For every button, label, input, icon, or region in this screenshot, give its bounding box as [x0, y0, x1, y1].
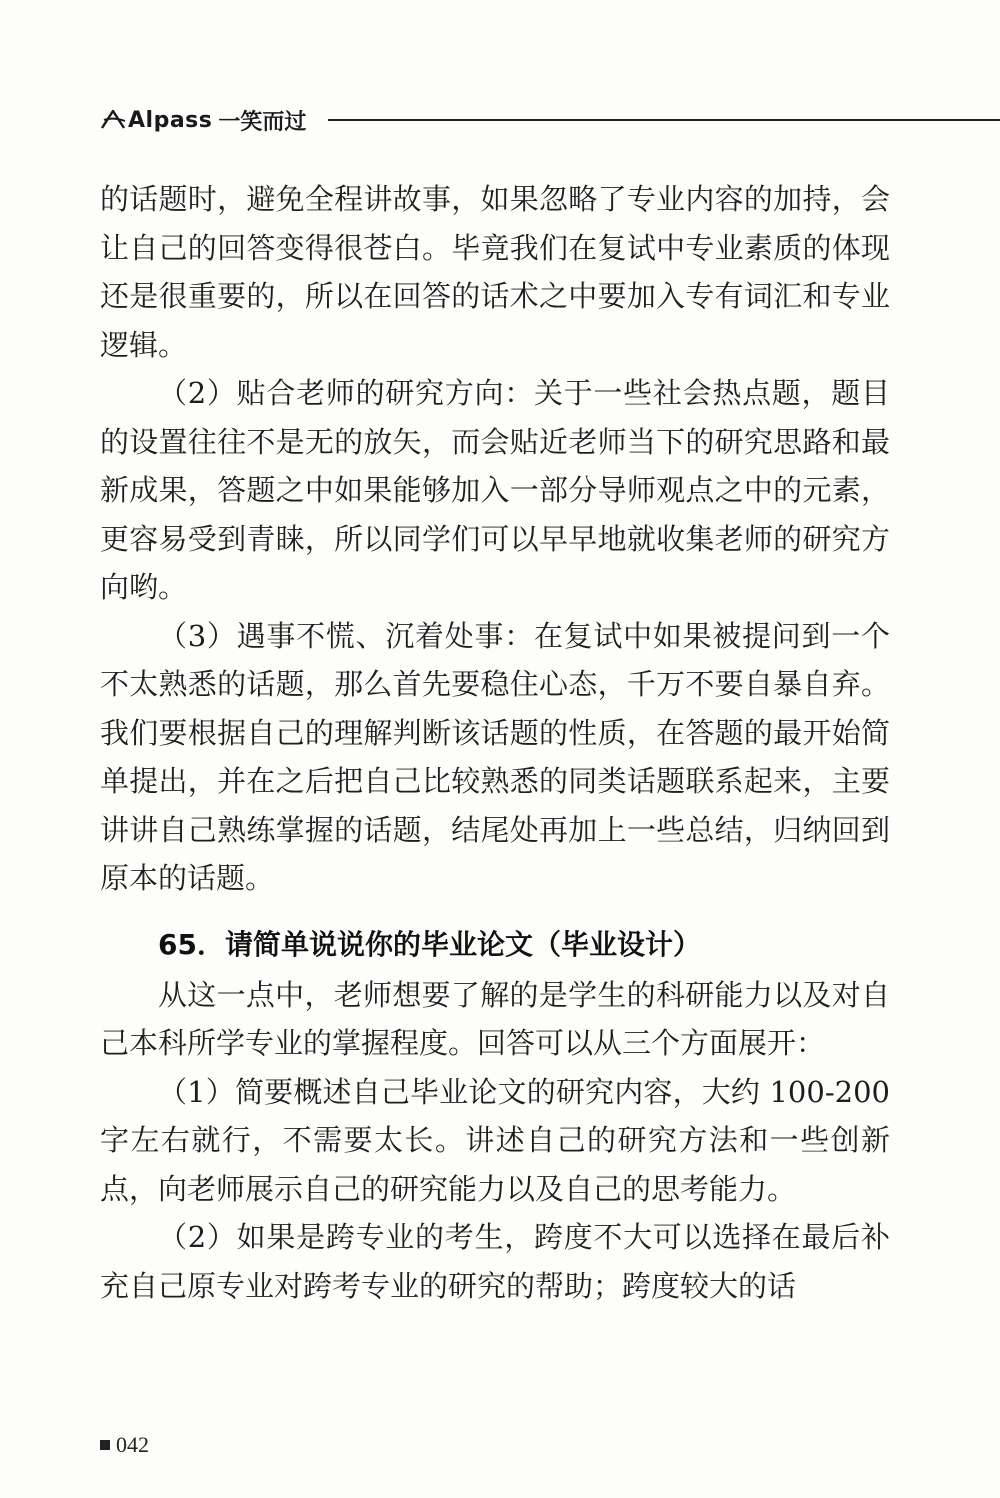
brand	[100, 105, 306, 136]
body-paragraph: （1）简要概述自己毕业论文的研究内容，大约 100-200 字左右就行，不需要太长。讲述自己的研究方法和一些创新点，向老师展示自己的研究能力以及自己的思考能力。	[100, 1074, 890, 1206]
brand-slogan: 一笑而过	[218, 109, 307, 135]
alpass-logo-icon	[100, 108, 126, 132]
page-number: 042	[116, 1432, 149, 1457]
page-body	[100, 175, 890, 1310]
body-paragraph: （3）遇事不慌、沉着处事：在复试中如果被提问到一个不太熟悉的话题，那么首先要稳住心态，千万不要自暴自弃。我们要根据自己的理解判断该话题的性质，在答题的最开始简单提出，并在之后把自己比较熟悉的同类话题联系起来，主要讲讲自己熟练掌握的话题，结尾处再加上一些总结，归纳回到原本的话题。	[100, 618, 890, 895]
body-paragraph: （2）如果是跨专业的考生，跨度不大可以选择在最后补充自己原专业对跨考专业的研究的帮助；跨度较大的话	[100, 1220, 890, 1303]
header-rule	[328, 119, 1000, 121]
running-header	[100, 100, 1000, 140]
question-heading: 65．请简单说说你的毕业论文（毕业设计）	[158, 927, 701, 961]
body-paragraph: 从这一点中，老师想要了解的是学生的科研能力以及对自己本科所学专业的掌握程度。回答可以从三个方面展开：	[100, 977, 890, 1060]
square-bullet-icon	[100, 1440, 110, 1450]
page-footer	[100, 1432, 149, 1458]
body-paragraph: 的话题时，避免全程讲故事，如果忽略了专业内容的加持，会让自己的回答变得很苍白。毕竟我们在复试中专业素质的体现还是很重要的，所以在回答的话术之中要加入专有词汇和专业逻辑。	[100, 182, 890, 362]
brand-name: Alpass	[128, 107, 213, 133]
body-paragraph: （2）贴合老师的研究方向：关于一些社会热点题，题目的设置往往不是无的放矢，而会贴近老师当下的研究思路和最新成果，答题之中如果能够加入一部分导师观点之中的元素，更容易受到青睐，所以同学们可以早早地就收集老师的研究方向哟。	[100, 376, 890, 604]
